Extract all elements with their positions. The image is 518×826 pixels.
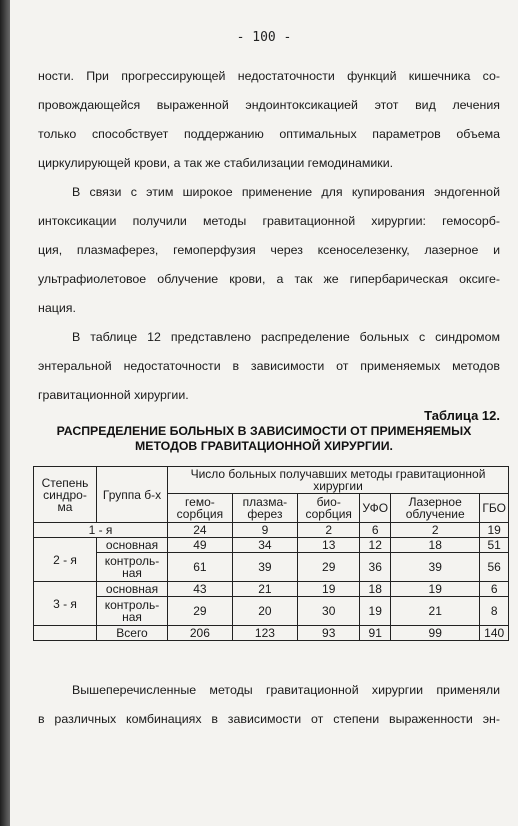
- table-cell: 99: [391, 626, 480, 641]
- table-cell: 21: [232, 582, 297, 597]
- paragraph-4: [38, 676, 500, 734]
- header-method: био-сорбция: [298, 494, 360, 523]
- text-line: В связи с этим широкое применение для купирования эндогенной: [72, 185, 500, 199]
- table-cell: 43: [168, 582, 233, 597]
- cell-group: основная: [97, 582, 168, 597]
- table-cell: 36: [360, 553, 391, 582]
- table-cell: 2: [391, 523, 480, 538]
- text-line: В таблице 12 представлено распределение больных с синдромом: [72, 330, 500, 344]
- table-cell: 8: [480, 597, 509, 626]
- cell-group: основная: [97, 538, 168, 553]
- header-method: Лазерное облучение: [391, 494, 480, 523]
- table-row: [34, 538, 509, 553]
- table-cell: 19: [480, 523, 509, 538]
- cell-stage: 2 - я: [34, 538, 97, 582]
- cell-stage-empty: [34, 626, 97, 641]
- table-cell: 2: [298, 523, 360, 538]
- book-spine-shadow: [0, 0, 10, 826]
- text-line: интоксикации получили методы гравитационной хирургии: гемосорб-: [38, 214, 500, 228]
- table-row: [34, 553, 509, 582]
- table-caption-line: РАСПРЕДЕЛЕНИЕ БОЛЬНЫХ В ЗАВИСИМОСТИ ОТ ПРИМЕНЯЕМЫХ: [56, 424, 472, 438]
- table-cell: 34: [232, 538, 297, 553]
- header-method: УФО: [360, 494, 391, 523]
- table-caption-line: МЕТОДОВ ГРАВИТАЦИОННОЙ ХИРУРГИИ.: [135, 439, 393, 453]
- table-cell: 19: [298, 582, 360, 597]
- table-cell: 51: [480, 538, 509, 553]
- page-number: - 100 -: [236, 30, 292, 45]
- table-cell: 24: [168, 523, 233, 538]
- table-cell: 29: [168, 597, 233, 626]
- text-line: Вышеперечисленные методы гравитационной хирургии применяли: [72, 683, 500, 697]
- paragraph-3: [38, 323, 500, 410]
- table-cell: 123: [232, 626, 297, 641]
- header-method: плазма-ферез: [232, 494, 297, 523]
- table-cell: 20: [232, 597, 297, 626]
- table-cell: 19: [360, 597, 391, 626]
- header-method: гемо-сорбция: [168, 494, 233, 523]
- table-header-row: [34, 467, 509, 494]
- cell-stage: 1 - я: [34, 523, 168, 538]
- table-cell: 29: [298, 553, 360, 582]
- text-line: гравитационной хирургии.: [38, 388, 189, 402]
- table-cell: 30: [298, 597, 360, 626]
- header-methods: Число больных получавших методы гравитационной хирургии: [168, 467, 509, 494]
- table-row: [34, 582, 509, 597]
- table-row: [34, 523, 509, 538]
- text-line: энтеральной недостаточности в зависимости от применяемых методов: [38, 359, 500, 373]
- table-cell: 56: [480, 553, 509, 582]
- table-cell: 6: [360, 523, 391, 538]
- table-cell: 39: [232, 553, 297, 582]
- text-line: только способствует поддержанию оптимальных параметров объема: [38, 127, 500, 141]
- table-cell: 91: [360, 626, 391, 641]
- text-line: ция, плазмаферез, гемоперфузия через ксеноселезенку, лазерное и: [38, 243, 500, 257]
- book-page: [10, 0, 518, 826]
- text-line: в различных комбинациях в зависимости от степени выраженности эн-: [38, 712, 500, 726]
- text-line: ультрафиолетовое облучение крови, а так же гипербарическая оксиге-: [38, 272, 500, 286]
- table-cell: 61: [168, 553, 233, 582]
- paragraph-1: [38, 62, 500, 178]
- cell-group: контроль-ная: [97, 597, 168, 626]
- table-total-row: [34, 626, 509, 641]
- table-cell: 49: [168, 538, 233, 553]
- table-cell: 6: [480, 582, 509, 597]
- text-line: нация.: [38, 301, 76, 315]
- table-cell: 21: [391, 597, 480, 626]
- header-group: Группа б-х: [97, 467, 168, 523]
- text-line: ности. При прогрессирующей недостаточности функций кишечника со-: [38, 69, 500, 83]
- cell-group: Всего: [97, 626, 168, 641]
- table-cell: 18: [391, 538, 480, 553]
- table-row: [34, 597, 509, 626]
- cell-stage: 3 - я: [34, 582, 97, 626]
- table-title: Таблица 12.: [424, 408, 500, 423]
- table-caption: [28, 424, 500, 454]
- cell-group: контроль-ная: [97, 553, 168, 582]
- table-cell: 13: [298, 538, 360, 553]
- table-cell: 18: [360, 582, 391, 597]
- table-cell: 206: [168, 626, 233, 641]
- table-cell: 19: [391, 582, 480, 597]
- header-method: ГБО: [480, 494, 509, 523]
- table-cell: 12: [360, 538, 391, 553]
- paragraph-2: [38, 178, 500, 323]
- text-line: циркулирующей крови, а так же стабилизации гемодинамики.: [38, 156, 394, 170]
- text-line: провождающейся выраженной эндоинтоксикацией этот вид лечения: [38, 98, 500, 112]
- table-cell: 140: [480, 626, 509, 641]
- table-cell: 9: [232, 523, 297, 538]
- data-table: [33, 466, 509, 641]
- header-stage: Степень синдро-ма: [34, 467, 97, 523]
- table-cell: 39: [391, 553, 480, 582]
- table-cell: 93: [298, 626, 360, 641]
